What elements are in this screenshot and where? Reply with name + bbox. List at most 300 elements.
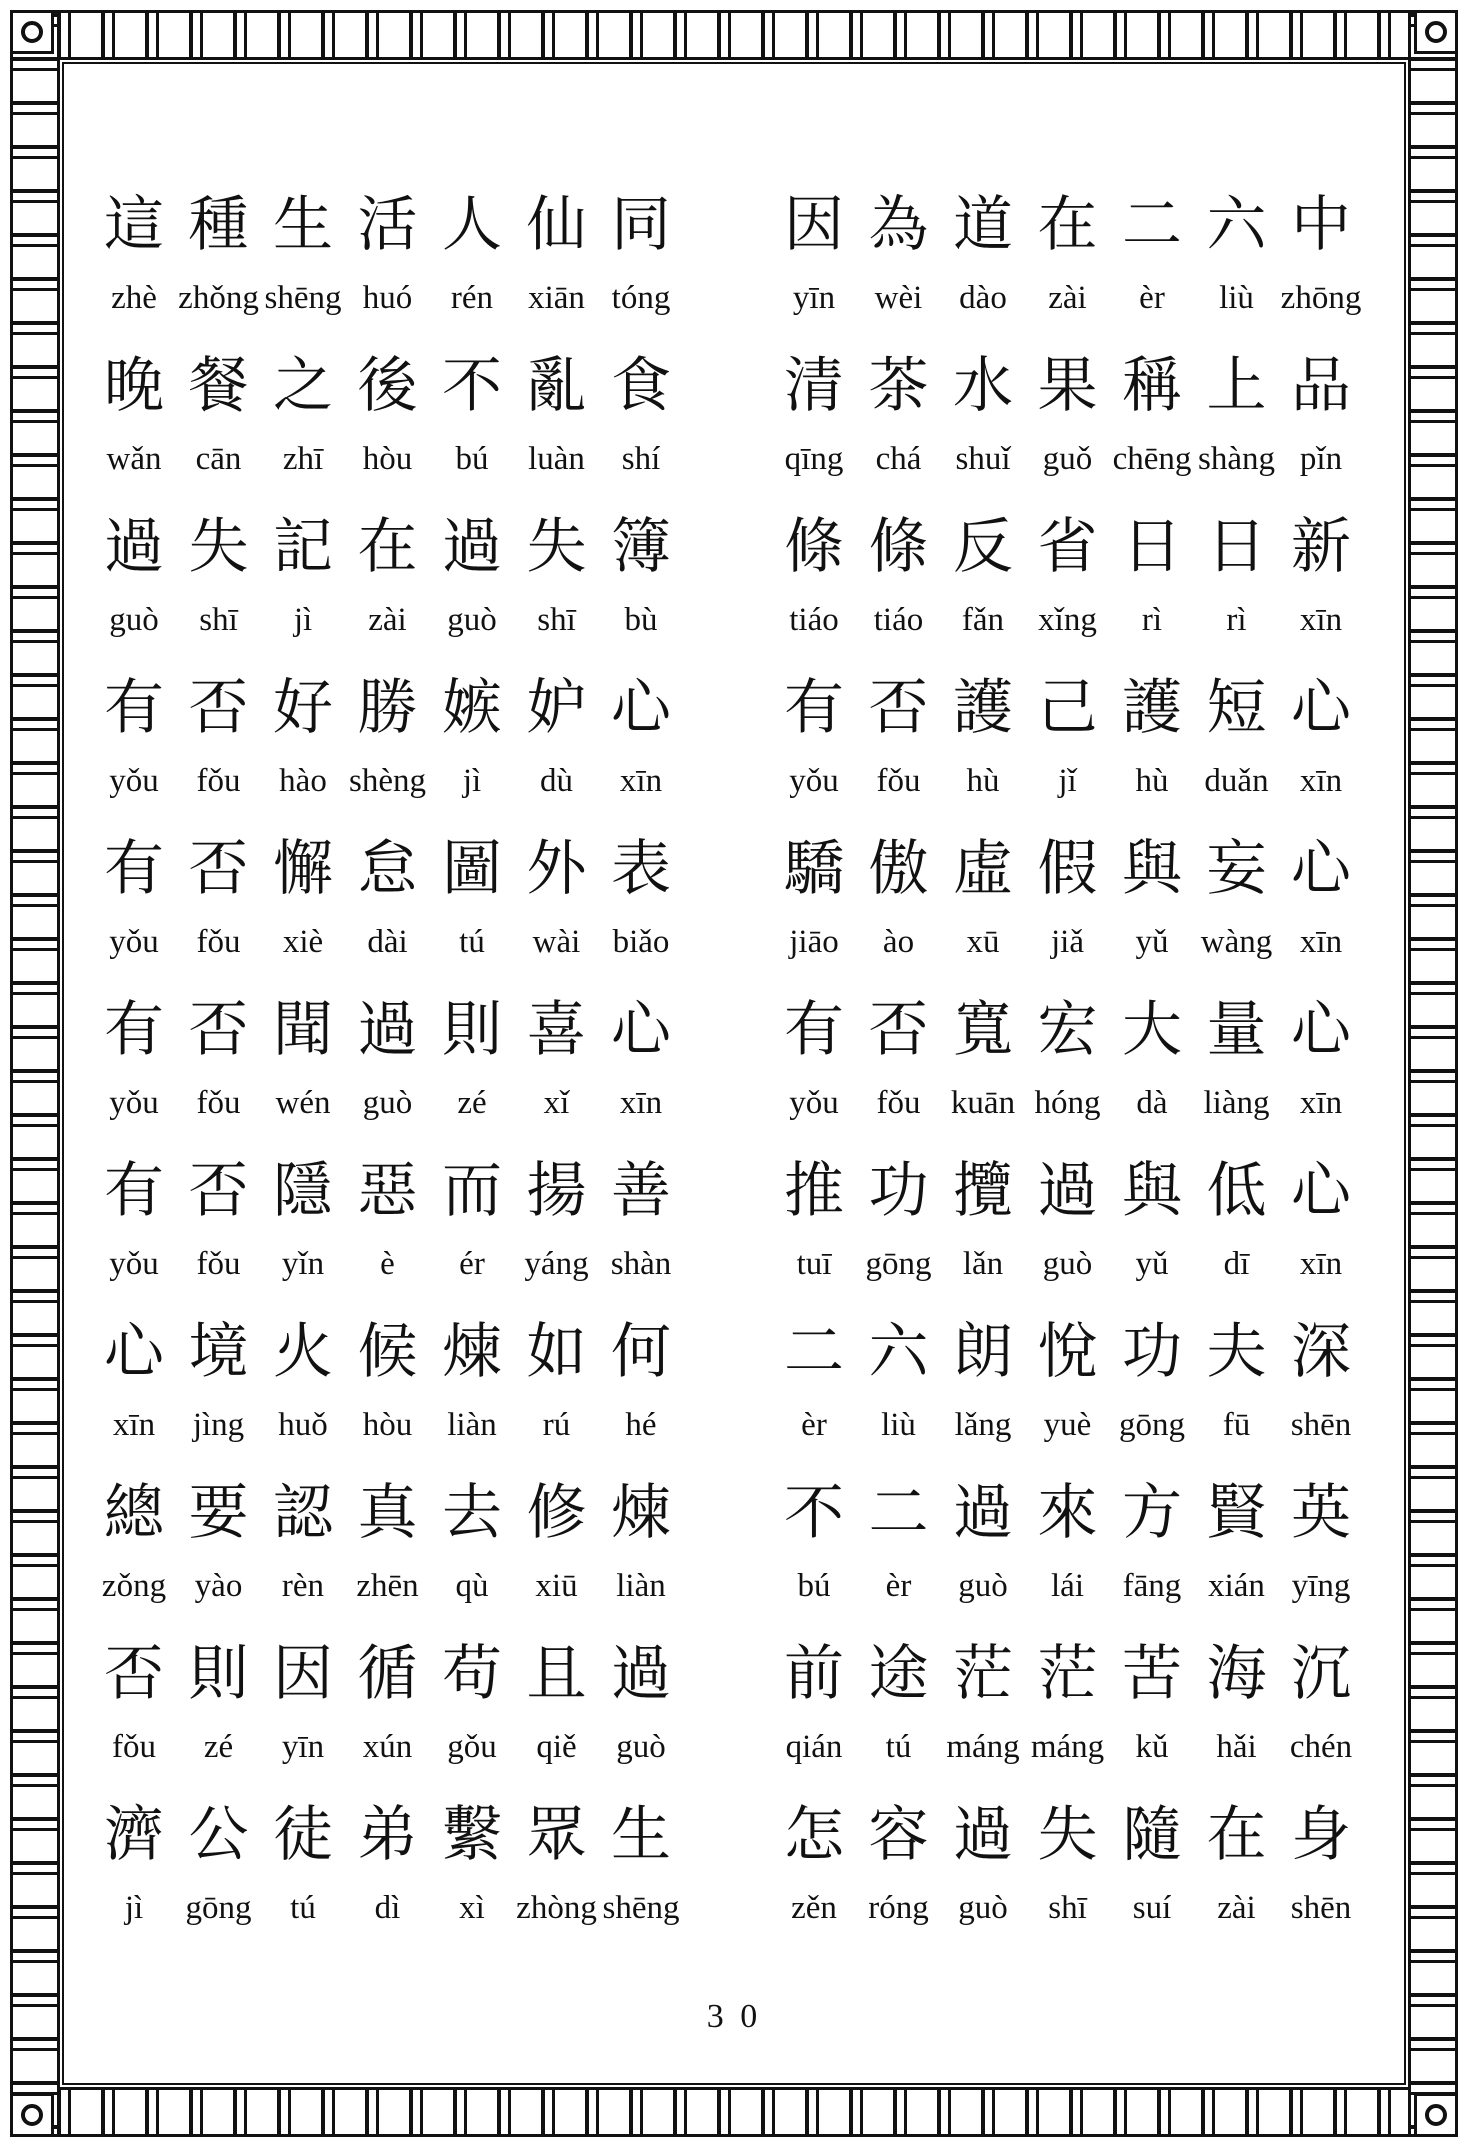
hanzi-character: 眾 (526, 1800, 587, 1870)
verse-row (92, 834, 1382, 995)
hanzi-character: 有 (784, 673, 844, 743)
hanzi-character: 心 (1291, 995, 1351, 1065)
hanzi-character: 晚 (104, 351, 164, 421)
pinyin-syllable: dào (959, 280, 1007, 316)
pinyin-syllable: qián (785, 1729, 843, 1765)
pinyin-syllable: luàn (528, 441, 585, 477)
pinyin-syllable: gōng (1119, 1407, 1185, 1443)
pinyin-syllable: dù (540, 763, 573, 799)
verse-row (92, 1800, 1382, 1961)
hanzi-character: 苦 (1122, 1639, 1182, 1709)
pinyin-syllable: è (380, 1246, 395, 1282)
pinyin-syllable: jǐ (1058, 763, 1077, 799)
pinyin-syllable: shēng (264, 280, 342, 316)
pinyin-syllable: yǒu (789, 1085, 839, 1121)
hanzi-character: 懈 (273, 834, 333, 904)
pinyin-syllable: xì (459, 1890, 485, 1926)
hanzi-character: 有 (104, 995, 164, 1065)
pinyin-syllable: èr (885, 1568, 912, 1604)
hanzi-character: 如 (526, 1317, 587, 1387)
pinyin-syllable: tiáo (873, 602, 924, 638)
hanzi-character: 二 (1122, 190, 1182, 260)
pinyin-syllable: bù (624, 602, 658, 638)
pinyin-syllable: yuè (1043, 1407, 1092, 1443)
corner-ornament-icon (10, 2093, 54, 2137)
pinyin-syllable: bú (797, 1568, 831, 1604)
hanzi-character: 好 (273, 673, 333, 743)
pinyin-syllable: guò (362, 1085, 413, 1121)
hanzi-character: 候 (357, 1317, 418, 1387)
pinyin-syllable: máng (1030, 1729, 1105, 1765)
pinyin-syllable: liù (881, 1407, 916, 1443)
pinyin-syllable: wǎn (106, 441, 162, 477)
hanzi-character: 護 (1122, 673, 1182, 743)
pinyin-syllable: xián (1208, 1568, 1265, 1604)
hanzi-character: 功 (1122, 1317, 1182, 1387)
hanzi-character: 日 (1206, 512, 1267, 582)
verse-row (92, 1156, 1382, 1317)
hanzi-character: 日 (1122, 512, 1182, 582)
hanzi-character: 怠 (357, 834, 418, 904)
pinyin-syllable: fǎn (961, 602, 1005, 638)
hanzi-character: 有 (104, 1156, 164, 1226)
hanzi-character: 為 (868, 190, 929, 260)
hanzi-character: 之 (273, 351, 333, 421)
hanzi-character: 公 (188, 1800, 249, 1870)
hanzi-character: 圖 (442, 834, 502, 904)
hanzi-character: 稱 (1122, 351, 1182, 421)
pinyin-syllable: hù (966, 763, 1000, 799)
hanzi-character: 悅 (1037, 1317, 1098, 1387)
hanzi-character: 過 (611, 1639, 671, 1709)
hanzi-character: 表 (611, 834, 671, 904)
pinyin-syllable: suí (1132, 1890, 1172, 1926)
pinyin-syllable: tú (885, 1729, 912, 1765)
hanzi-character: 何 (611, 1317, 671, 1387)
pinyin-syllable: ér (459, 1246, 485, 1282)
hanzi-character: 清 (784, 351, 844, 421)
border-right (1408, 10, 1458, 2137)
hanzi-character: 食 (611, 351, 671, 421)
hanzi-character: 虛 (953, 834, 1013, 904)
pinyin-syllable: yǔ (1135, 1246, 1169, 1282)
hanzi-character: 記 (273, 512, 333, 582)
pinyin-syllable: shàn (610, 1246, 672, 1282)
pinyin-syllable: zé (203, 1729, 234, 1765)
verse-row (92, 673, 1382, 834)
hanzi-character: 功 (868, 1156, 929, 1226)
hanzi-character: 二 (868, 1478, 929, 1548)
hanzi-character: 要 (188, 1478, 249, 1548)
pinyin-syllable: tú (290, 1890, 316, 1926)
pinyin-syllable: jì (462, 763, 482, 799)
pinyin-syllable: huó (362, 280, 413, 316)
pinyin-syllable: chēng (1112, 441, 1192, 477)
hanzi-character: 水 (953, 351, 1013, 421)
hanzi-character: 深 (1291, 1317, 1351, 1387)
hanzi-character: 心 (104, 1317, 164, 1387)
pinyin-syllable: dì (374, 1890, 401, 1926)
hanzi-character: 失 (188, 512, 249, 582)
hanzi-character: 道 (953, 190, 1013, 260)
hanzi-character: 生 (273, 190, 333, 260)
pinyin-syllable: xīn (1299, 763, 1343, 799)
pinyin-syllable: yīng (1291, 1568, 1351, 1604)
hanzi-character: 否 (868, 995, 929, 1065)
hanzi-character: 隱 (273, 1156, 333, 1226)
pinyin-syllable: chén (1289, 1729, 1353, 1765)
hanzi-character: 種 (188, 190, 249, 260)
pinyin-syllable: shēng (602, 1890, 680, 1926)
pinyin-syllable: shuǐ (955, 441, 1011, 477)
verse-row (92, 995, 1382, 1156)
hanzi-character: 過 (357, 995, 418, 1065)
hanzi-character: 容 (868, 1800, 929, 1870)
hanzi-character: 新 (1291, 512, 1351, 582)
pinyin-syllable: yáng (524, 1246, 589, 1282)
pinyin-syllable: huǒ (278, 1407, 328, 1443)
pinyin-syllable: fǒu (196, 1085, 241, 1121)
verse-row (92, 1639, 1382, 1800)
hanzi-character: 條 (868, 512, 929, 582)
pinyin-syllable: jìng (192, 1407, 245, 1443)
pinyin-syllable: gǒu (447, 1729, 497, 1765)
pinyin-syllable: jiāo (789, 924, 839, 960)
hanzi-character: 則 (188, 1639, 249, 1709)
hanzi-character: 果 (1037, 351, 1098, 421)
pinyin-syllable: zài (1217, 1890, 1256, 1926)
pinyin-syllable: liàn (447, 1407, 497, 1443)
border-bottom (10, 2087, 1458, 2137)
pinyin-syllable: wén (275, 1085, 331, 1121)
hanzi-character: 量 (1206, 995, 1267, 1065)
pinyin-syllable: shàng (1198, 441, 1275, 477)
pinyin-syllable: cān (195, 441, 242, 477)
pinyin-syllable: zé (457, 1085, 487, 1121)
hanzi-character: 大 (1122, 995, 1182, 1065)
pinyin-syllable: guò (616, 1729, 666, 1765)
hanzi-character: 生 (611, 1800, 671, 1870)
pinyin-syllable: tuī (796, 1246, 832, 1282)
hanzi-character: 心 (611, 673, 671, 743)
hanzi-character: 後 (357, 351, 418, 421)
hanzi-character: 而 (442, 1156, 502, 1226)
hanzi-character: 海 (1206, 1639, 1267, 1709)
hanzi-character: 聞 (273, 995, 333, 1065)
pinyin-syllable: tóng (611, 280, 671, 316)
hanzi-character: 六 (868, 1317, 929, 1387)
pinyin-syllable: kǔ (1135, 1729, 1169, 1765)
pinyin-syllable: èr (1139, 280, 1165, 316)
hanzi-character: 同 (611, 190, 671, 260)
hanzi-character: 妒 (526, 673, 587, 743)
pinyin-syllable: zài (1048, 280, 1087, 316)
pinyin-syllable: shī (1048, 1890, 1087, 1926)
corner-ornament-icon (10, 10, 54, 54)
pinyin-syllable: chá (875, 441, 922, 477)
hanzi-character: 己 (1037, 673, 1098, 743)
pinyin-syllable: guǒ (1042, 441, 1093, 477)
pinyin-syllable: qīng (784, 441, 844, 477)
pinyin-syllable: yǐn (281, 1246, 325, 1282)
hanzi-character: 中 (1291, 190, 1351, 260)
pinyin-syllable: xǐng (1038, 602, 1097, 638)
pinyin-syllable: máng (946, 1729, 1020, 1765)
hanzi-character: 有 (104, 834, 164, 904)
corner-ornament-icon (1414, 2093, 1458, 2137)
pinyin-syllable: rú (542, 1407, 571, 1443)
hanzi-character: 嫉 (442, 673, 502, 743)
hanzi-character: 茫 (953, 1639, 1013, 1709)
hanzi-character: 護 (953, 673, 1013, 743)
hanzi-character: 否 (104, 1639, 164, 1709)
pinyin-syllable: yǒu (109, 1246, 159, 1282)
pinyin-syllable: zhēn (356, 1568, 419, 1604)
hanzi-character: 總 (104, 1478, 164, 1548)
pinyin-syllable: hòu (362, 1407, 413, 1443)
hanzi-character: 濟 (104, 1800, 164, 1870)
pinyin-syllable: shí (621, 441, 661, 477)
hanzi-character: 過 (104, 512, 164, 582)
hanzi-character: 上 (1206, 351, 1267, 421)
pinyin-syllable: dài (367, 924, 408, 960)
hanzi-character: 來 (1037, 1478, 1098, 1548)
pinyin-syllable: èr (801, 1407, 827, 1443)
pinyin-syllable: zhōng (1280, 280, 1362, 316)
pinyin-syllable: jiǎ (1051, 924, 1084, 960)
hanzi-character: 茶 (868, 351, 929, 421)
pinyin-syllable: yǒu (789, 763, 839, 799)
hanzi-character: 與 (1122, 1156, 1182, 1226)
corner-ornament-icon (1414, 10, 1458, 54)
hanzi-character: 有 (784, 995, 844, 1065)
pinyin-syllable: liù (1219, 280, 1254, 316)
hanzi-character: 寬 (953, 995, 1013, 1065)
pinyin-syllable: zǒng (101, 1568, 167, 1604)
pinyin-syllable: gōng (865, 1246, 932, 1282)
pinyin-syllable: shēn (1290, 1890, 1352, 1926)
hanzi-character: 攬 (953, 1156, 1013, 1226)
pinyin-syllable: xiū (535, 1568, 578, 1604)
pinyin-syllable: qù (455, 1568, 489, 1604)
pinyin-syllable: gōng (185, 1890, 252, 1926)
hanzi-character: 條 (784, 512, 844, 582)
hanzi-character: 怎 (784, 1800, 844, 1870)
pinyin-syllable: yǒu (109, 924, 159, 960)
hanzi-character: 則 (442, 995, 502, 1065)
pinyin-syllable: wài (532, 924, 581, 960)
pinyin-syllable: xún (362, 1729, 413, 1765)
hanzi-character: 苟 (442, 1639, 502, 1709)
pinyin-syllable: xīn (1299, 1085, 1343, 1121)
hanzi-character: 徒 (273, 1800, 333, 1870)
page-number: 3 0 (706, 1998, 762, 2035)
pinyin-syllable: qiě (536, 1729, 577, 1765)
hanzi-character: 賢 (1206, 1478, 1267, 1548)
hanzi-character: 人 (442, 190, 502, 260)
hanzi-character: 煉 (442, 1317, 502, 1387)
hanzi-character: 去 (442, 1478, 502, 1548)
hanzi-character: 品 (1291, 351, 1351, 421)
pinyin-syllable: hǎi (1216, 1729, 1257, 1765)
pinyin-syllable: hào (279, 763, 327, 799)
hanzi-character: 在 (357, 512, 418, 582)
pinyin-syllable: xīn (112, 1407, 156, 1443)
hanzi-character: 在 (1206, 1800, 1267, 1870)
border-left (10, 10, 60, 2137)
pinyin-syllable: guò (1042, 1246, 1093, 1282)
hanzi-character: 這 (104, 190, 164, 260)
pinyin-syllable: shī (199, 602, 238, 638)
pinyin-syllable: shēn (1290, 1407, 1352, 1443)
hanzi-character: 二 (784, 1317, 844, 1387)
pinyin-syllable: fǒu (112, 1729, 156, 1765)
hanzi-character: 揚 (526, 1156, 587, 1226)
hanzi-character: 餐 (188, 351, 249, 421)
pinyin-syllable: xīn (1299, 924, 1343, 960)
pinyin-syllable: liàn (616, 1568, 666, 1604)
hanzi-character: 否 (868, 673, 929, 743)
pinyin-syllable: kuān (950, 1085, 1016, 1121)
pinyin-syllable: lǎn (962, 1246, 1004, 1282)
pinyin-syllable: xīn (1299, 602, 1343, 638)
hanzi-character: 朗 (953, 1317, 1013, 1387)
pinyin-syllable: liàng (1203, 1085, 1270, 1121)
hanzi-character: 真 (357, 1478, 418, 1548)
hanzi-character: 過 (953, 1800, 1013, 1870)
pinyin-syllable: zhè (111, 280, 157, 316)
pinyin-syllable: lǎng (954, 1407, 1012, 1443)
hanzi-character: 否 (188, 673, 249, 743)
hanzi-character: 茫 (1037, 1639, 1098, 1709)
pinyin-syllable: guò (958, 1890, 1008, 1926)
hanzi-character: 且 (526, 1639, 587, 1709)
pinyin-syllable: hé (625, 1407, 657, 1443)
hanzi-character: 沉 (1291, 1639, 1351, 1709)
hanzi-character: 惡 (357, 1156, 418, 1226)
verse-row (92, 1478, 1382, 1639)
pinyin-syllable: yǔ (1135, 924, 1169, 960)
hanzi-character: 否 (188, 834, 249, 904)
hanzi-character: 隨 (1122, 1800, 1182, 1870)
hanzi-character: 六 (1206, 190, 1267, 260)
pinyin-syllable: zěn (791, 1890, 837, 1926)
verse-row (92, 351, 1382, 512)
pinyin-syllable: jì (293, 602, 313, 638)
verse-row (92, 190, 1382, 351)
hanzi-character: 過 (1037, 1156, 1098, 1226)
pinyin-syllable: bú (455, 441, 489, 477)
hanzi-character: 失 (1037, 1800, 1098, 1870)
hanzi-character: 因 (784, 190, 844, 260)
hanzi-character: 前 (784, 1639, 844, 1709)
hanzi-character: 過 (442, 512, 502, 582)
hanzi-character: 途 (868, 1639, 929, 1709)
pinyin-syllable: fǒu (196, 924, 241, 960)
pinyin-syllable: rèn (281, 1568, 325, 1604)
hanzi-character: 否 (188, 1156, 249, 1226)
hanzi-character: 弟 (357, 1800, 418, 1870)
pinyin-syllable: tú (459, 924, 485, 960)
pinyin-syllable: rì (1226, 602, 1247, 638)
hanzi-character: 短 (1206, 673, 1267, 743)
hanzi-character: 推 (784, 1156, 844, 1226)
pinyin-syllable: fāng (1122, 1568, 1182, 1604)
hanzi-character: 省 (1037, 512, 1098, 582)
pinyin-syllable: yīn (792, 280, 836, 316)
hanzi-character: 方 (1122, 1478, 1182, 1548)
pinyin-syllable: fǒu (196, 763, 241, 799)
pinyin-syllable: xiè (282, 924, 324, 960)
pinyin-syllable: wàng (1200, 924, 1273, 960)
pinyin-syllable: fǒu (876, 1085, 921, 1121)
pinyin-syllable: xīn (619, 1085, 663, 1121)
hanzi-character: 反 (953, 512, 1013, 582)
pinyin-syllable: dī (1223, 1246, 1250, 1282)
hanzi-character: 仙 (526, 190, 587, 260)
hanzi-character: 假 (1037, 834, 1098, 904)
pinyin-syllable: shèng (349, 763, 426, 799)
hanzi-character: 與 (1122, 834, 1182, 904)
pinyin-syllable: guò (958, 1568, 1008, 1604)
hanzi-character: 有 (104, 673, 164, 743)
pinyin-syllable: rì (1141, 602, 1163, 638)
pinyin-syllable: fǒu (196, 1246, 241, 1282)
pinyin-syllable: zhǒng (178, 280, 259, 316)
pinyin-syllable: wèi (874, 280, 923, 316)
hanzi-character: 心 (1291, 673, 1351, 743)
hanzi-character: 循 (357, 1639, 418, 1709)
hanzi-character: 外 (526, 834, 587, 904)
pinyin-syllable: hóng (1034, 1085, 1101, 1121)
hanzi-character: 夫 (1206, 1317, 1267, 1387)
pinyin-syllable: zài (368, 602, 407, 638)
hanzi-character: 亂 (526, 351, 587, 421)
border-top (10, 10, 1458, 60)
hanzi-character: 不 (442, 351, 502, 421)
hanzi-character: 失 (526, 512, 587, 582)
pinyin-syllable: xǐ (543, 1085, 570, 1121)
pinyin-syllable: yǒu (109, 1085, 159, 1121)
hanzi-character: 傲 (868, 834, 929, 904)
pinyin-syllable: shī (537, 602, 576, 638)
pinyin-syllable: xū (966, 924, 1000, 960)
pinyin-syllable: xiān (528, 280, 585, 316)
pinyin-syllable: xīn (1299, 1246, 1343, 1282)
hanzi-character: 心 (1291, 1156, 1351, 1226)
hanzi-character: 身 (1291, 1800, 1351, 1870)
hanzi-character: 英 (1291, 1478, 1351, 1548)
pinyin-syllable: fǒu (876, 763, 921, 799)
pinyin-syllable: yīn (281, 1729, 325, 1765)
hanzi-character: 因 (273, 1639, 333, 1709)
hanzi-character: 妄 (1206, 834, 1267, 904)
pinyin-syllable: hòu (362, 441, 413, 477)
pinyin-syllable: tiáo (789, 602, 839, 638)
pinyin-syllable: zhī (282, 441, 324, 477)
hanzi-character: 宏 (1037, 995, 1098, 1065)
hanzi-character: 過 (953, 1478, 1013, 1548)
pinyin-syllable: lái (1051, 1568, 1084, 1604)
hanzi-character: 心 (611, 995, 671, 1065)
pinyin-syllable: rén (450, 280, 494, 316)
hanzi-character: 喜 (526, 995, 587, 1065)
pinyin-syllable: xīn (619, 763, 663, 799)
verse-row (92, 1317, 1382, 1478)
pinyin-syllable: fū (1222, 1407, 1251, 1443)
pinyin-syllable: guò (447, 602, 497, 638)
pinyin-syllable: biǎo (612, 924, 670, 960)
